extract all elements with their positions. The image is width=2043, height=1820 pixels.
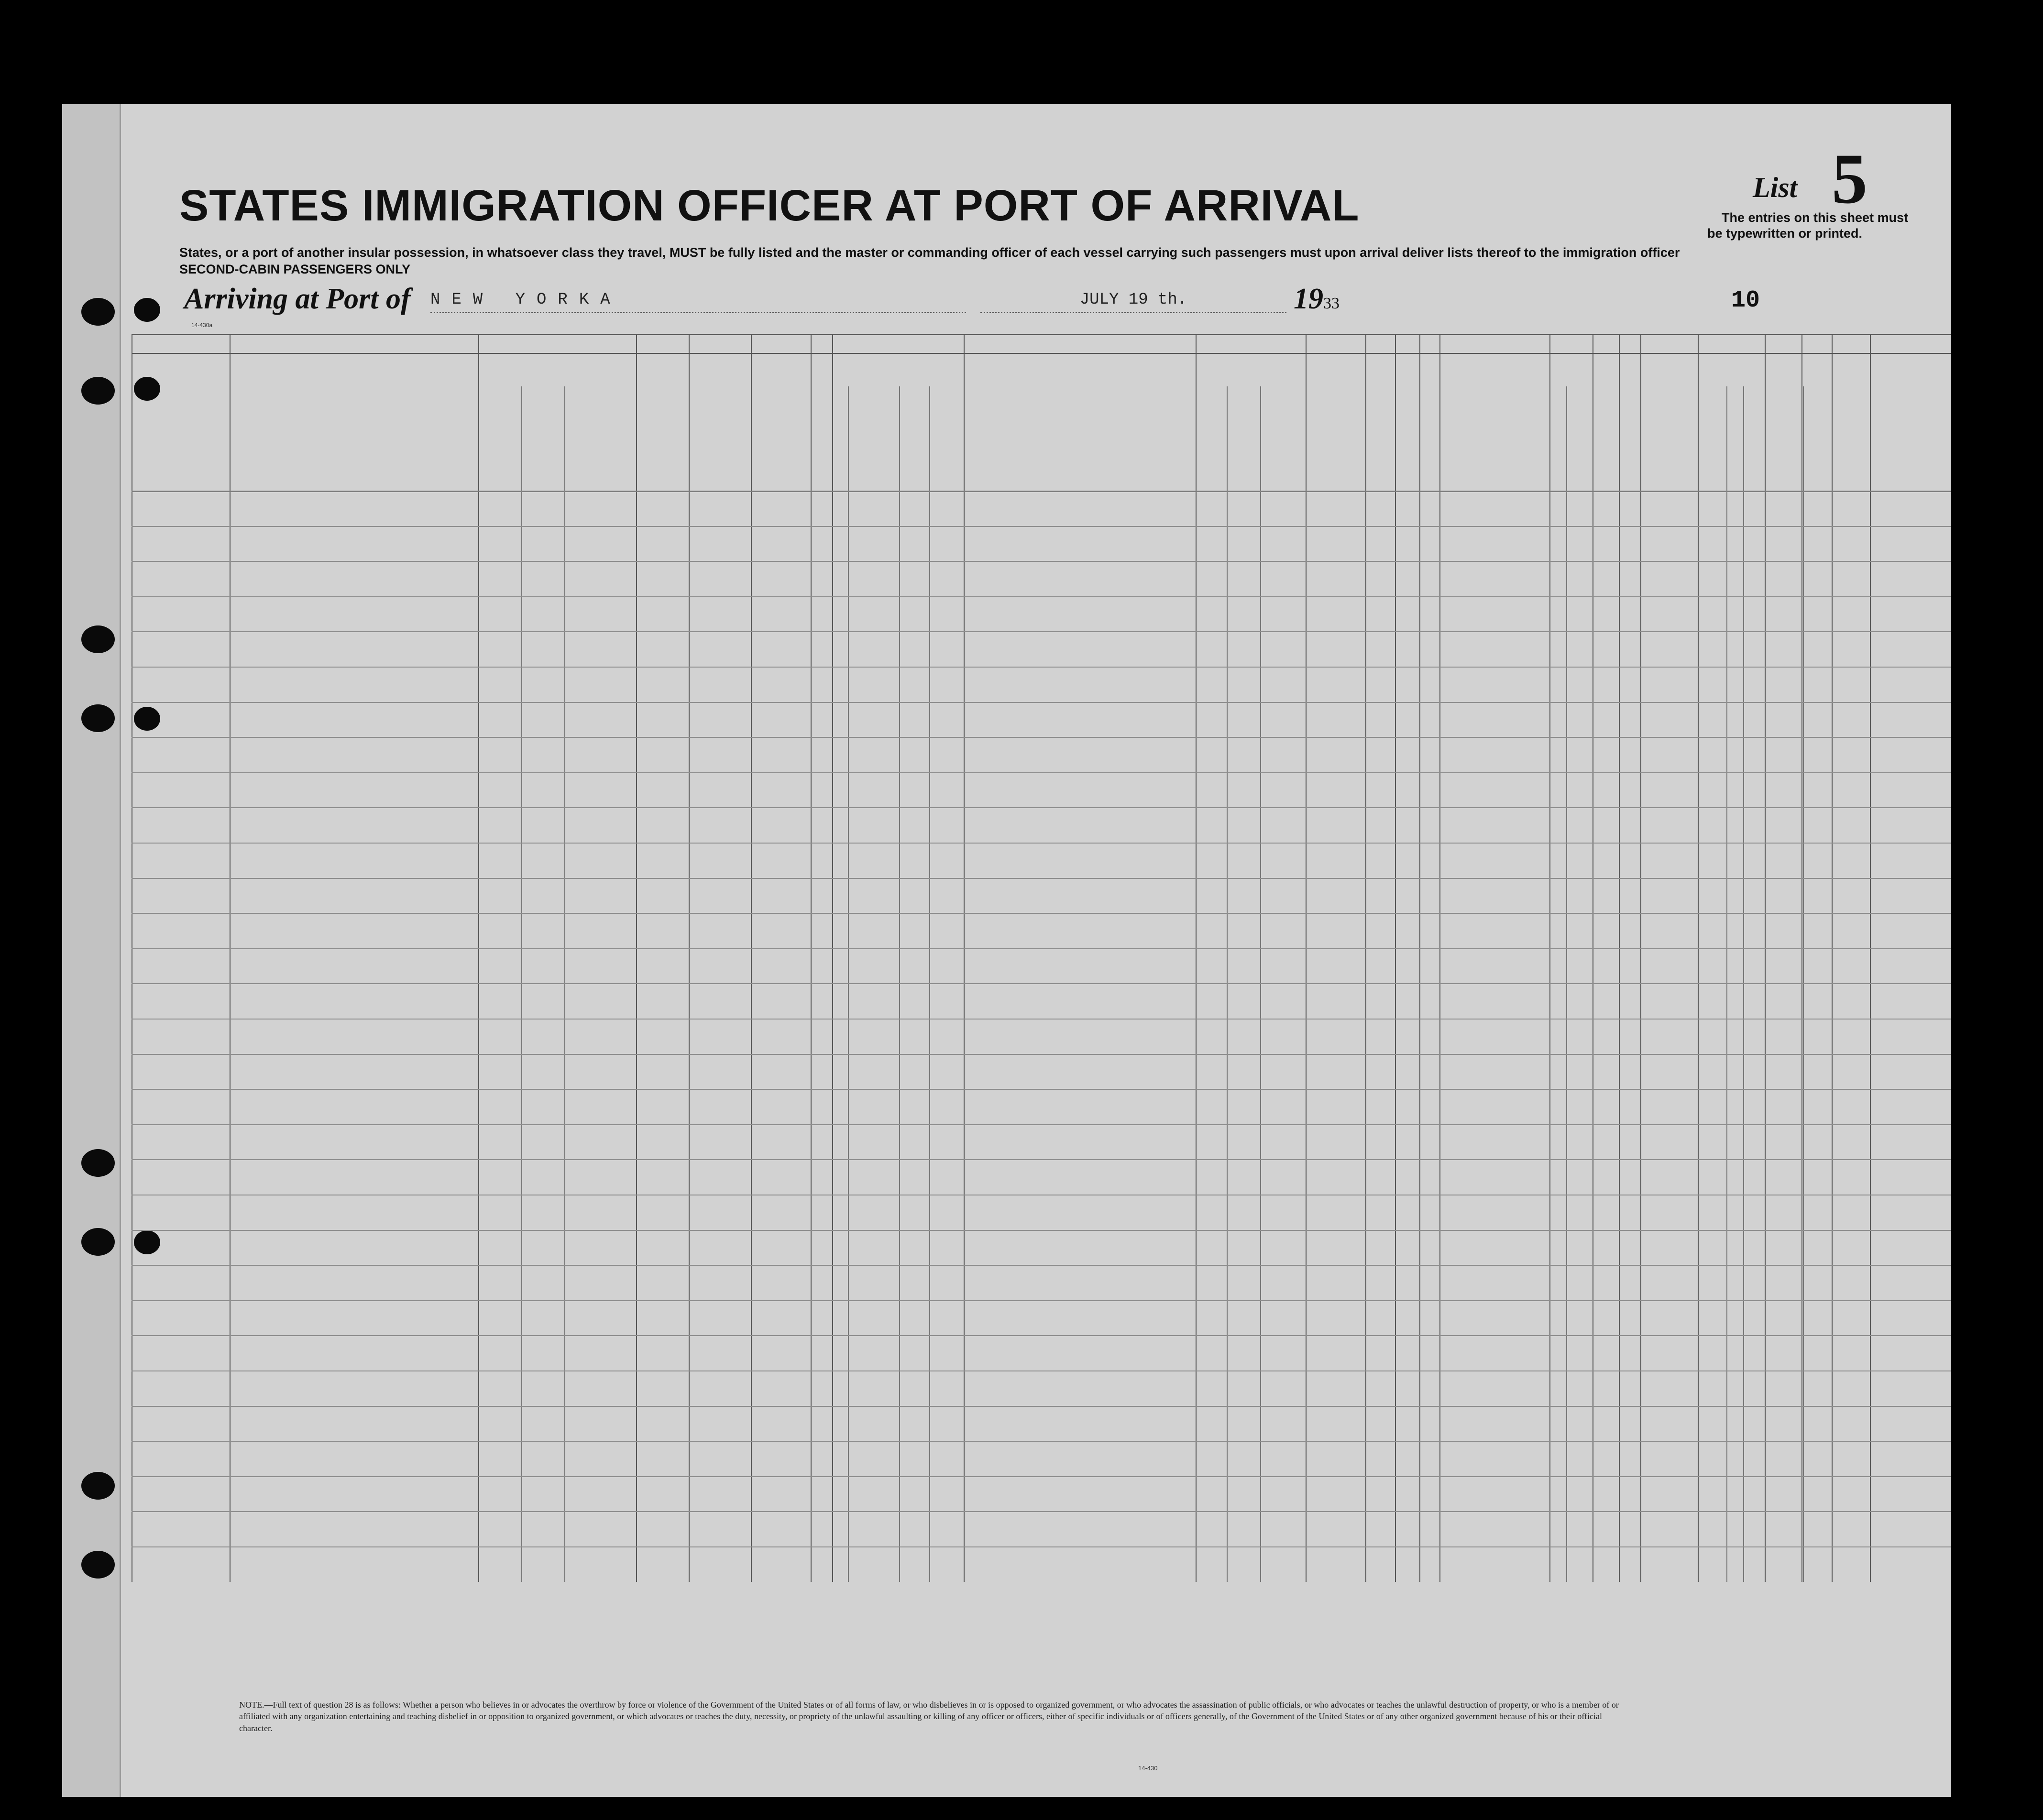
row-border bbox=[132, 878, 1951, 879]
punch-hole bbox=[81, 1551, 115, 1579]
row-border bbox=[132, 772, 1951, 773]
punch-hole bbox=[134, 707, 160, 731]
punch-hole bbox=[81, 625, 115, 653]
arrival-date: JULY 19 th. bbox=[980, 291, 1286, 313]
row-border bbox=[132, 596, 1951, 597]
footnote: NOTE.—Full text of question 28 is as follows: Whether a person who believes in or advocates the overthrow by force or violence of the Government of the United States or of all forms of law, or who disbelieves in or is opposed to organized government, or who advocates the assassination of public officials, or who advocates or teaches the unlawful destruction of property, or who is a member of or affiliated with any organization entertaining and teaching disbelief in or opposition to organized government, or which advocates or teaches the duty, necessity, or propriety of the unlawful assaulting or killing of any officer or officers, either of specific individuals or of officers generally, of the Government of the United States or of any other organized government because of his or their official character. bbox=[239, 1700, 1619, 1733]
row-border bbox=[132, 913, 1951, 914]
arrival-port: NEW YORKA bbox=[430, 291, 966, 313]
footnote-code: 14-430 bbox=[1138, 1765, 1158, 1772]
row-border bbox=[132, 1476, 1951, 1477]
row-border bbox=[132, 667, 1951, 668]
row-border bbox=[132, 1019, 1951, 1020]
column-border bbox=[964, 334, 965, 1582]
row-border bbox=[132, 526, 1951, 527]
column-border bbox=[636, 334, 637, 1582]
row-border bbox=[132, 1124, 1951, 1125]
column-border bbox=[1619, 334, 1620, 1582]
column-border bbox=[1419, 334, 1420, 1582]
punch-hole bbox=[81, 1472, 115, 1500]
list-number: 5 bbox=[1832, 139, 1867, 219]
class-label: SECOND-CABIN PASSENGERS ONLY bbox=[179, 262, 411, 276]
column-border bbox=[1698, 334, 1699, 1582]
instructions-text: States, or a port of another insular possession, in whatsoever class they travel, MUST be fully listed and the master or commanding officer of each vessel carrying such passengers must upon arrival deliver lists thereof to the immigration officer bbox=[179, 245, 1680, 260]
punch-hole bbox=[134, 377, 160, 401]
binding-fold bbox=[62, 104, 121, 1797]
row-border bbox=[132, 948, 1951, 949]
row-border bbox=[132, 1300, 1951, 1301]
column-border bbox=[832, 334, 833, 1582]
column-border bbox=[751, 334, 752, 1582]
column-border bbox=[1870, 334, 1871, 1582]
column-border bbox=[1395, 334, 1396, 1582]
punch-hole bbox=[81, 1149, 115, 1177]
column-border bbox=[689, 334, 690, 1582]
row-border bbox=[132, 843, 1951, 844]
row-border bbox=[132, 1335, 1951, 1336]
row-border bbox=[132, 491, 1951, 492]
column-border bbox=[1801, 334, 1802, 1582]
row-border bbox=[132, 1230, 1951, 1231]
punch-hole bbox=[81, 1228, 115, 1256]
row-border bbox=[132, 1511, 1951, 1512]
punch-hole bbox=[81, 298, 115, 326]
arriving-label: Arriving at Port of bbox=[184, 283, 411, 315]
colnum-line bbox=[132, 353, 1951, 354]
year-suffix: 33 bbox=[1323, 295, 1340, 312]
column-border bbox=[1765, 334, 1766, 1582]
row-border bbox=[132, 1406, 1951, 1407]
year-prefix: 19 bbox=[1294, 283, 1323, 315]
punch-hole bbox=[81, 704, 115, 732]
form-code: 14-430a bbox=[191, 322, 213, 329]
column-border bbox=[1549, 334, 1550, 1582]
punch-hole bbox=[134, 1230, 160, 1254]
row-border bbox=[132, 631, 1951, 632]
sheet-number: 10 bbox=[1731, 287, 1760, 314]
column-border bbox=[1439, 334, 1440, 1582]
row-border bbox=[132, 807, 1951, 808]
column-border bbox=[1365, 334, 1366, 1582]
column-border bbox=[230, 334, 231, 1582]
row-border bbox=[132, 1265, 1951, 1266]
list-note: be typewritten or printed. bbox=[1707, 226, 1863, 241]
column-border bbox=[1640, 334, 1641, 1582]
row-border bbox=[132, 561, 1951, 562]
punch-hole bbox=[134, 298, 160, 322]
row-border bbox=[132, 983, 1951, 984]
column-border bbox=[478, 334, 479, 1582]
row-border bbox=[132, 1054, 1951, 1055]
arrival-year bbox=[1294, 282, 1340, 316]
column-border bbox=[1196, 334, 1197, 1582]
column-border bbox=[1306, 334, 1307, 1582]
column-border bbox=[1832, 334, 1833, 1582]
punch-hole bbox=[81, 377, 115, 405]
table-top-border bbox=[132, 334, 1951, 335]
column-border bbox=[811, 334, 812, 1582]
page-title: STATES IMMIGRATION OFFICER AT PORT OF ARRIVAL bbox=[179, 181, 1360, 230]
list-label: List bbox=[1753, 172, 1798, 203]
row-border bbox=[132, 1370, 1951, 1371]
row-border bbox=[132, 702, 1951, 703]
row-border bbox=[132, 1441, 1951, 1442]
row-border bbox=[132, 737, 1951, 738]
row-border bbox=[132, 1159, 1951, 1160]
manifest-sheet bbox=[62, 104, 1951, 1797]
row-border bbox=[132, 1546, 1951, 1547]
list-note: The entries on this sheet must bbox=[1722, 210, 1909, 225]
row-border bbox=[132, 1089, 1951, 1090]
